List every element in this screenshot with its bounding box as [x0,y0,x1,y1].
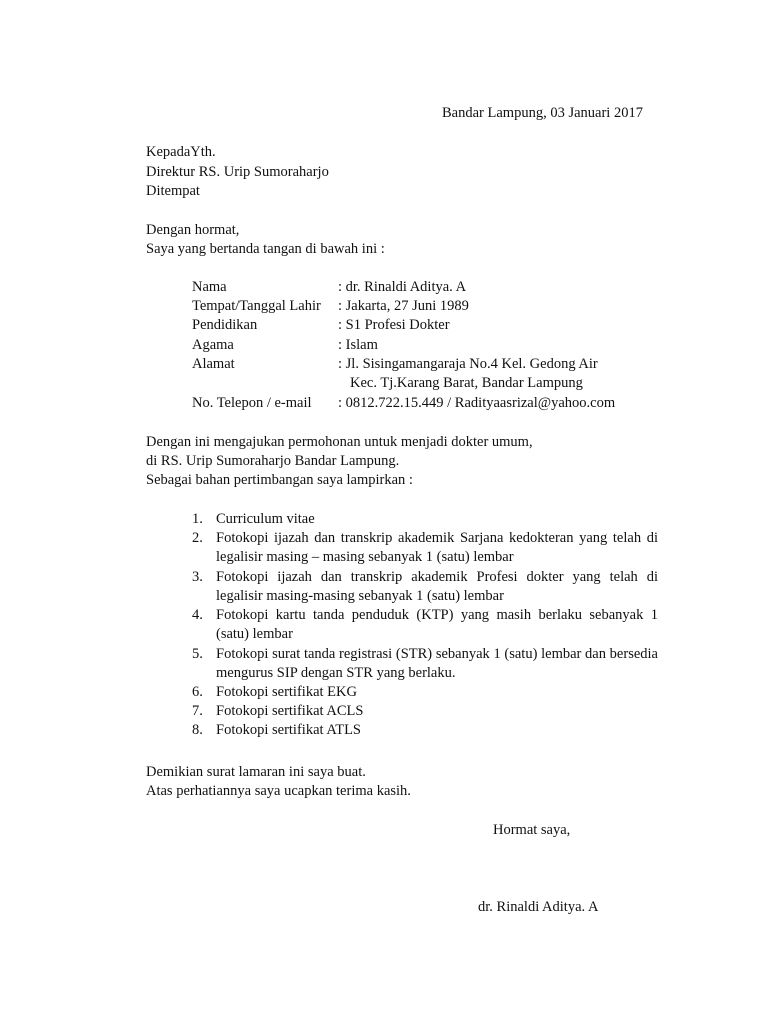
regards: Hormat saya, [493,822,571,838]
list-item-number: 8. [192,722,203,738]
closing-line-1: Demikian surat lamaran ini saya buat. [146,764,366,780]
recipient-line-3: Ditempat [146,183,200,199]
list-item [192,683,658,702]
list-item [192,606,658,644]
identity-value-education: : S1 Profesi Dokter [338,317,450,333]
list-item-number: 3. [192,569,203,585]
letter-date: Bandar Lampung, 03 Januari 2017 [442,105,643,121]
identity-value-address-cont: Kec. Tj.Karang Barat, Bandar Lampung [350,375,583,391]
list-item-text: Fotokopi ijazah dan transkrip akademik Sarjana kedokteran yang telah di legalisir masing – masing sebanyak 1 (satu) lembar [216,530,658,565]
signer-name: dr. Rinaldi Aditya. A [478,899,599,915]
identity-value-birth: : Jakarta, 27 Juni 1989 [338,298,469,314]
recipient-line-2: Direktur RS. Urip Sumoraharjo [146,164,329,180]
identity-label-religion: Agama [192,337,234,353]
list-item-text: Fotokopi ijazah dan transkrip akademik Profesi dokter yang telah di legalisir masing-masing sebanyak 1 (satu) lembar [216,569,658,604]
identity-label-birth: Tempat/Tanggal Lahir [192,298,321,314]
identity-label-education: Pendidikan [192,317,258,333]
list-item [192,568,658,606]
identity-value-religion: : Islam [338,337,378,353]
recipient-line-1: KepadaYth. [146,144,216,160]
identity-value-contact: : 0812.722.15.449 / Radityaasrizal@yahoo.com [338,395,616,411]
list-item-text: Fotokopi sertifikat EKG [216,684,357,700]
identity-value-name: : dr. Rinaldi Aditya. A [338,279,467,295]
request-line-1: Dengan ini mengajukan permohonan untuk menjadi dokter umum, [146,434,533,450]
list-item-number: 6. [192,684,203,700]
list-item [192,702,658,721]
list-item-number: 1. [192,511,203,527]
request-line-3: Sebagai bahan pertimbangan saya lampirkan : [146,472,413,488]
list-item-number: 5. [192,646,203,662]
request-line-2: di RS. Urip Sumoraharjo Bandar Lampung. [146,453,400,469]
list-item-text: Fotokopi surat tanda registrasi (STR) sebanyak 1 (satu) lembar dan bersedia mengurus SIP dengan STR yang berlaku. [216,646,658,681]
list-item-text: Fotokopi sertifikat ACLS [216,703,364,719]
identity-label-contact: No. Telepon / e-mail [192,395,312,411]
list-item-text: Fotokopi kartu tanda penduduk (KTP) yang masih berlaku sebanyak 1 (satu) lembar [216,607,658,642]
list-item-number: 2. [192,530,203,546]
intro-line: Saya yang bertanda tangan di bawah ini : [146,241,385,257]
closing-line-2: Atas perhatiannya saya ucapkan terima kasih. [146,783,411,799]
list-item-number: 7. [192,703,203,719]
salutation: Dengan hormat, [146,222,240,238]
list-item-number: 4. [192,607,203,623]
list-item [192,510,658,529]
list-item [192,721,658,740]
identity-value-address: : Jl. Sisingamangaraja No.4 Kel. Gedong Air [338,356,598,372]
identity-label-name: Nama [192,279,227,295]
list-item [192,529,658,567]
identity-label-address: Alamat [192,356,235,372]
list-item-text: Curriculum vitae [216,511,315,527]
list-item [192,645,658,683]
list-item-text: Fotokopi sertifikat ATLS [216,722,361,738]
